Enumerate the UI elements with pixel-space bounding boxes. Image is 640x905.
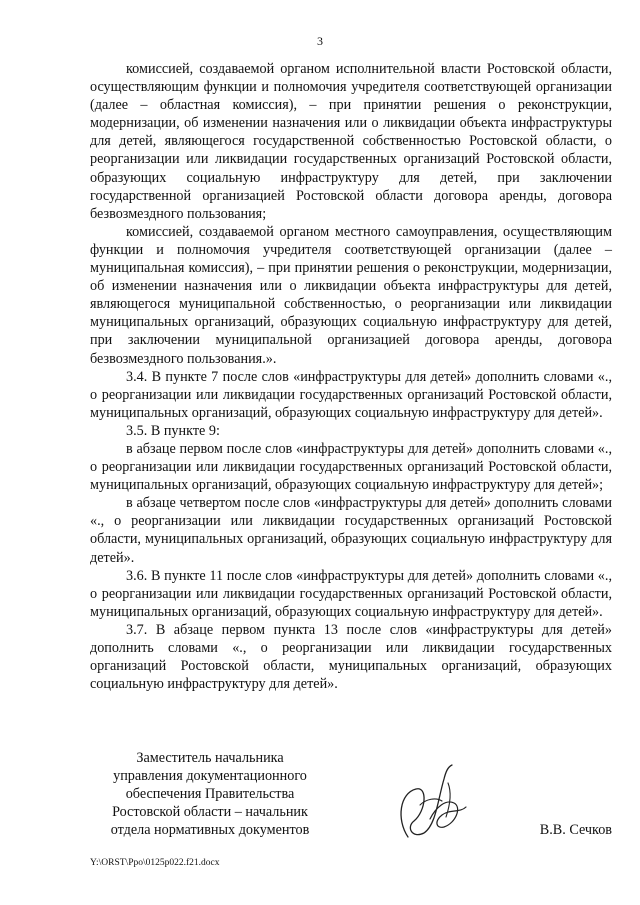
signature-block xyxy=(90,749,612,849)
signer-title xyxy=(90,749,330,839)
signer-title-line: обеспечения Правительства xyxy=(125,786,295,803)
body-paragraph: 3.6. В пункте 11 после слов «инфраструктуры для детей» дополнить словами «., о реорганизации или ликвидации государственных организаций Ростовской области, муниципальных организаций, образующих социальную инфраструктуру для детей». xyxy=(90,567,612,620)
page-number: 3 xyxy=(317,34,323,48)
signer-title-line: отдела нормативных документов xyxy=(110,822,310,839)
body-paragraph: 3.5. В пункте 9: xyxy=(126,422,220,439)
body-paragraph: комиссией, создаваемой органом местного самоуправления, осуществляющим функции и полномочия учредителя соответствующей организации (далее – муниципальная комиссия), – при принятии решения о реконструкции, модернизации, об изменении назначения или о ликвидации объекта инфраструктуры для детей, являющегося муниципальной собственностью, о реорганизации или ликвидации муниципальных организаций, образующих социальную инфраструктуру для детей, при заключении муниципальной организацией договора аренды, договора безвозмездного пользования.». xyxy=(90,223,612,367)
signer-title-line: управления документационного xyxy=(113,768,307,785)
file-path: Y:\ORST\Ppo\0125p022.f21.docx xyxy=(90,858,220,868)
body-paragraph: 3.7. В абзаце первом пункта 13 после слов «инфраструктуры для детей» дополнить словами «., о реорганизации или ликвидации государственных организаций Ростовской области, муниципальных организаций, образующих социальную инфраструктуру для детей». xyxy=(90,621,612,693)
handwritten-signature xyxy=(386,759,476,849)
body-paragraph: 3.4. В пункте 7 после слов «инфраструктуры для детей» дополнить словами «., о реорганизации или ликвидации государственных организаций Ростовской области, муниципальных организаций, образующих социальную инфраструктуру для детей». xyxy=(90,368,612,421)
body-paragraph: в абзаце четвертом после слов «инфраструктуры для детей» дополнить словами «., о реорганизации или ликвидации государственных организаций Ростовской области, муниципальных организаций, образующих социальную инфраструктуру для детей». xyxy=(90,495,612,566)
document-body xyxy=(90,60,612,693)
body-paragraph: в абзаце первом после слов «инфраструктуры для детей» дополнить словами «., о реорганизации или ликвидации государственных организаций Ростовской области, муниципальных организаций, образующих социальную инфраструктуру для детей»; xyxy=(90,440,612,494)
body-paragraph: комиссией, создаваемой органом исполнительной власти Ростовской области, осуществляющим функции и полномочия учредителя соответствующей организации (далее – областная комиссия), – при принятии решения о реконструкции, модернизации, об изменении назначения или о ликвидации объекта инфраструктуры для детей, являющегося государственной собственностью Ростовской области, о реорганизации или ликвидации государственных организаций Ростовской области, образующих социальную инфраструктуру для детей, при заключении государственной организацией Ростовской области договора аренды, договора безвозмездного пользования; xyxy=(90,61,612,222)
signer-name: В.В. Сечков xyxy=(539,822,612,838)
signer-title-line: Заместитель начальника xyxy=(136,750,284,766)
signer-title-line: Ростовской области – начальник xyxy=(112,804,308,821)
